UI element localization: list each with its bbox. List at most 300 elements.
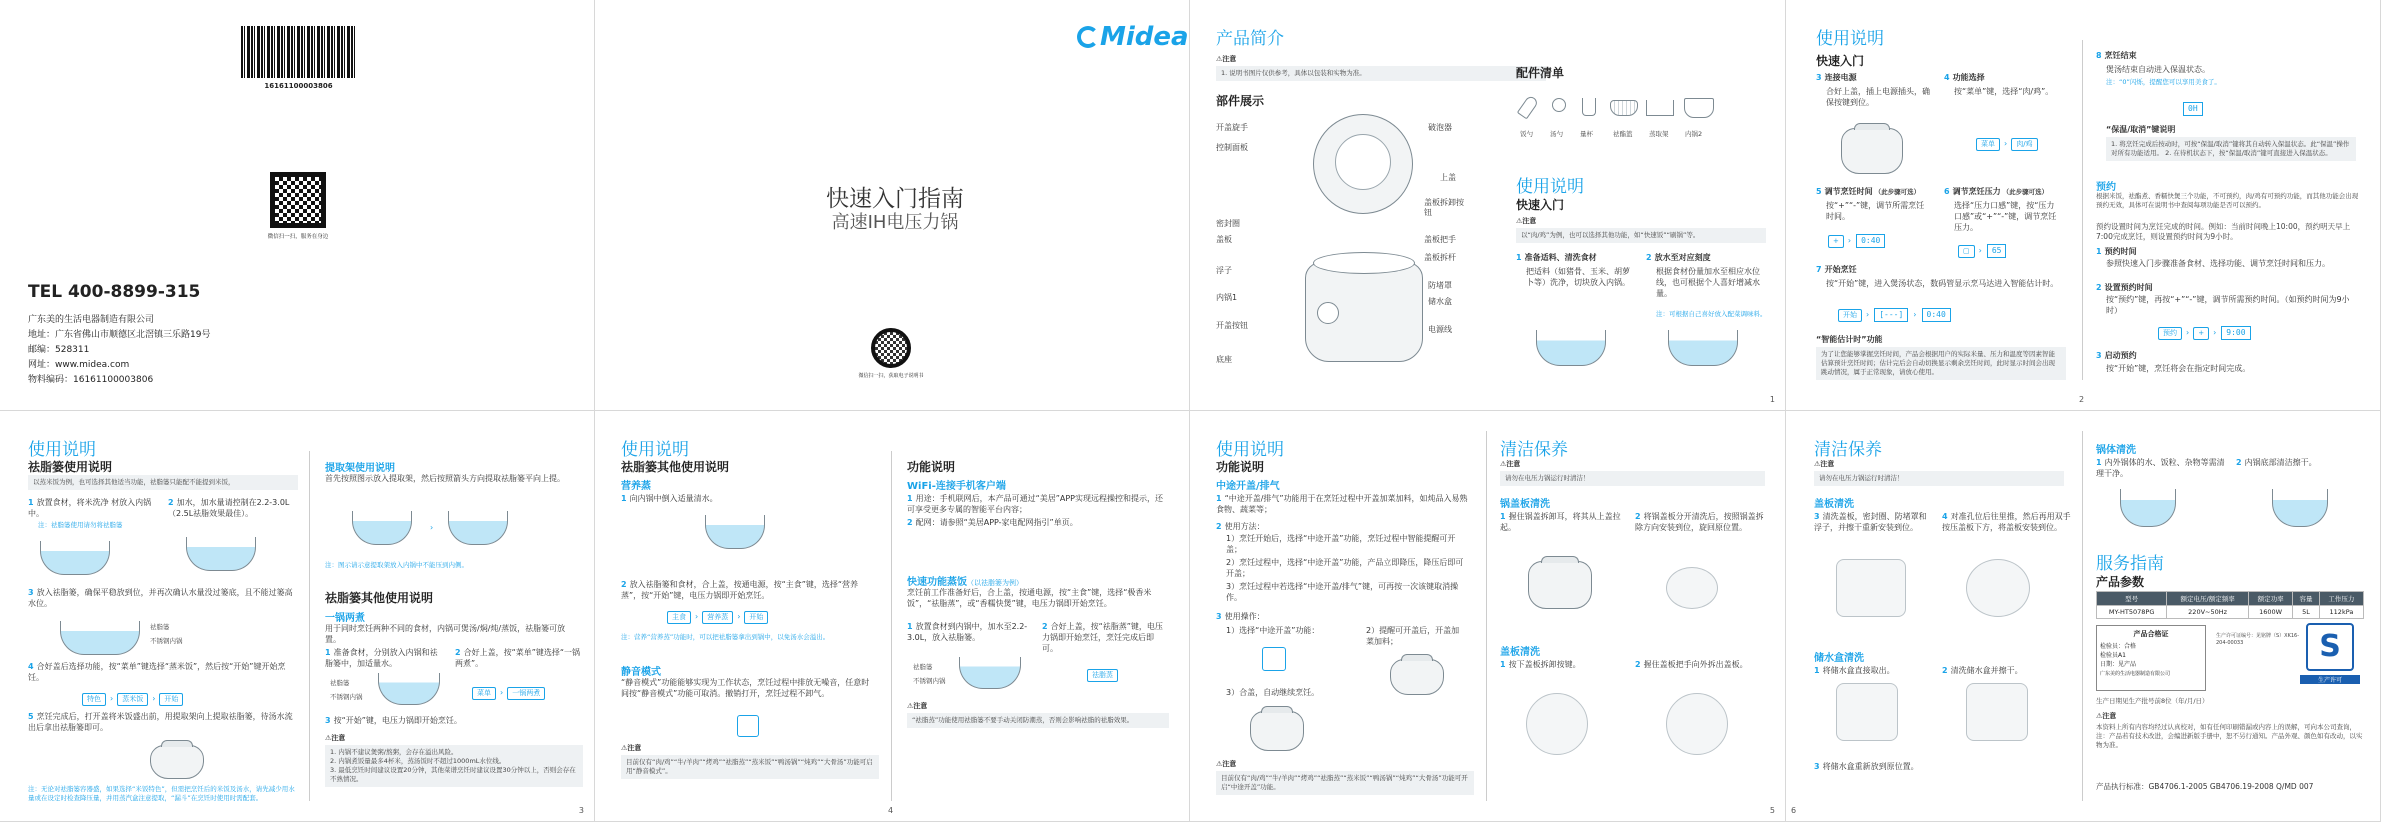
arrow-right-icon: › xyxy=(430,523,434,532)
step-4-title: 4 功能选择 xyxy=(1944,73,1985,82)
part-label-left: 浮子 xyxy=(1216,266,1232,275)
smart-timing-title: “智能估计时”功能 xyxy=(1816,335,1883,344)
one-pot-step-3: 3 按“开始”键，电压力锅即开始烹饪。 xyxy=(325,716,462,725)
page-number: 4 xyxy=(888,806,894,815)
page-number: 1 xyxy=(1769,395,1775,404)
arrow-right-icon: › xyxy=(110,694,114,703)
optional-tag: （此步骤可选） xyxy=(2002,188,2049,196)
cooker-lid-icon xyxy=(1335,134,1391,190)
quick-start-heading: 快速入门 xyxy=(1516,198,1565,212)
arrow-right-icon: › xyxy=(1978,246,1982,255)
rack-lift-icon xyxy=(448,511,508,545)
page-number: 6 xyxy=(1791,806,1797,815)
one-pot-step-1: 1 准备食材，分别放入内锅和祛脂篓中，加适量水。 xyxy=(325,648,438,668)
part-label-right: 防堵罩 xyxy=(1428,281,1452,290)
midea-logo xyxy=(1077,22,1189,52)
water-box-remove-icon xyxy=(1836,683,1898,741)
certificate-box xyxy=(2096,625,2206,691)
warning-icon: ⚠ xyxy=(621,744,628,752)
accessory-measuring-cup-icon xyxy=(1582,98,1596,116)
one-pot-heading: 一锅两煮 xyxy=(325,613,365,624)
step-1-text: 把适料（如猪骨、玉米、胡萝卜等）洗净，切块放入内锅。 xyxy=(1526,267,1630,287)
warning-icon: ⚠ xyxy=(1216,55,1223,63)
panel-product-intro xyxy=(1190,0,1786,411)
quiet-mode-button[interactable] xyxy=(737,715,759,737)
time-display: 0:40 xyxy=(1856,234,1885,248)
warn-box: 以“肉/鸡”为例，也可以选择其他功能，如“快速饭”“刷锅”等。 xyxy=(1516,228,1766,243)
steam-rice-button[interactable]: 蒸米饭 xyxy=(117,693,148,706)
step-5-title: 5 调节烹饪时间 （此步骤可选） xyxy=(1816,187,1921,196)
inner-pot-water-icon xyxy=(705,515,765,549)
arrow-right-icon: › xyxy=(500,688,504,697)
accessory-label: 量杯 xyxy=(1580,130,1593,138)
nutrition-hint: 注：营养“营养蒸”功能时，可以把祛脂篓拿出到锅中，以免汤水会溢出。 xyxy=(621,633,830,641)
clean-step-4: 2 握住盖板把手向外拆出盖板。 xyxy=(1635,660,1748,669)
arrow-right-icon: › xyxy=(2186,328,2190,337)
section-title-usage: 使用说明 xyxy=(1516,177,1584,197)
spec-table xyxy=(2096,591,2364,619)
midea-logo-text: Midea xyxy=(1100,22,1189,52)
accessory-lifting-rack-icon xyxy=(1646,100,1674,116)
start-button[interactable]: 开始 xyxy=(744,611,768,624)
part-label-right: 储水盒 xyxy=(1428,297,1452,306)
table-cell: 220V~50Hz xyxy=(2167,606,2249,619)
table-row xyxy=(2097,606,2364,619)
column-divider xyxy=(2082,40,2083,380)
accessory-label: 汤勺 xyxy=(1550,130,1563,138)
label-inner-pot: 不锈钢内锅 xyxy=(150,637,183,645)
accessories-heading: 配件清单 xyxy=(1516,66,1565,80)
note-box: “祛脂蒸”功能使用祛脂篓不要手动关闭防潮蒸，否则会影响祛脂的祛脂效果。 xyxy=(907,713,1169,728)
column-divider xyxy=(1486,431,1487,801)
vent-usage-title: 2 使用方法： xyxy=(1216,522,1265,531)
accessory-basket-icon xyxy=(1610,100,1638,116)
standards: 产品执行标准：GB4706.1-2005 GB4706.19-2008 Q/MD 007 xyxy=(2096,782,2314,791)
cooker-icon xyxy=(1250,711,1304,751)
step-6-display xyxy=(1956,244,2009,258)
pot-step-2: 2 内锅底部清洁擦干。 xyxy=(2236,458,2317,467)
water-box-heading: 储水盒清洗 xyxy=(1814,653,1864,664)
step-5-text: 按“+”“-”键，调节所需烹饪时间。 xyxy=(1826,201,1925,221)
vent-button[interactable] xyxy=(1262,647,1286,671)
basket-intro: 以蒸米饭为例，也可选择其他适当功能，祛脂篓只能配不能提到米饭， xyxy=(28,475,298,490)
warn-box: 目前仅有“肉/鸡”“牛/羊肉”“烤鸡”“祛脂蒸”“蒸米饭”“鸭汤锅”“炖鸡”“大骨汤”功能可开启“中途开盖”功能。 xyxy=(1216,771,1474,795)
label-inner-pot: 不锈钢内锅 xyxy=(330,693,363,701)
basket-step-5: 5 烹饪完成后，打开盖将米饭盛出前，用提取架向上提取祛脂篓，待汤水流出后拿出祛脂篓即可。 xyxy=(28,712,293,732)
step-7-display xyxy=(1836,308,1954,322)
warn-item: 1. 内锅不建议煲粥/熬粥，会存在溢出风险。 xyxy=(330,748,458,756)
arrow-right-icon: › xyxy=(737,612,741,621)
params-heading: 产品参数 xyxy=(2096,575,2145,589)
basket-in-pot-icon xyxy=(60,621,140,655)
nutrition-step-1: 1 向内锅中倒入适量清水。 xyxy=(621,494,718,503)
section-title-service: 服务指南 xyxy=(2096,554,2164,574)
warn-label: ⚠注意 xyxy=(2096,712,2117,720)
plus-minus-icon[interactable]: + xyxy=(1828,235,1844,248)
step-2-hint: 注：可根据自己喜好放入配菜调味料。 xyxy=(1656,310,1767,318)
start-button[interactable]: 开始 xyxy=(1838,309,1862,322)
panel-quick-start xyxy=(1786,0,2381,411)
basket-in-pot-icon xyxy=(378,673,440,705)
inner-pot-water-icon xyxy=(186,537,256,571)
quiet-mode-text: “静音模式”功能能够实现为工作状态，烹饪过程中排放无噪音，任意时间按“静音模式”功能可取消。撤销打开，烹饪过程不卸气。 xyxy=(621,678,870,698)
preset-time-display: 9:00 xyxy=(2221,326,2250,340)
one-pot-text: 用于同时烹饪两种不同的食材，内锅可煲汤/焖/炖/蒸饭，祛脂篓可放置。 xyxy=(325,624,566,644)
label-basket: 祛脂篓 xyxy=(150,623,170,631)
cert-item: 检验员A1 xyxy=(2100,652,2126,659)
wifi-text-2: 2 配网：请参照“美居APP-家电配网指引”单页。 xyxy=(907,518,1078,527)
part-label-left: 开盖按钮 xyxy=(1216,321,1248,330)
warn-item: 2. 内锅煮饭量最多4杯米，蒸汤饭时不超过1000mL水位线。 xyxy=(330,757,506,765)
meat-chicken-button[interactable]: 肉/鸡 xyxy=(2011,138,2037,151)
panel-cleaning-service xyxy=(1786,411,2381,822)
preset-display xyxy=(2156,326,2254,340)
section-title-usage: 使用说明 xyxy=(621,440,689,460)
faucet-wash-icon xyxy=(1966,683,2028,741)
step-2-text: 根据食材份量加水至相应水位线，也可根据个人喜好增减水量。 xyxy=(1656,267,1760,298)
arrow-right-icon: › xyxy=(152,694,156,703)
parts-heading: 部件展示 xyxy=(1216,94,1265,108)
note-label: ⚠注意 xyxy=(1216,55,1237,63)
wifi-text-1: 1 用途：手机联网后，本产品可通过“美居”APP实现远程操控和提示，还可享受更多专属的智能平台内容； xyxy=(907,494,1163,514)
fast-function-heading: 快速功能蒸饭（以祛脂篓为例） xyxy=(907,577,1023,588)
lid-install-icon xyxy=(1966,559,2030,617)
clean-step-3: 1 按下盖板拆卸按键。 xyxy=(1500,660,1581,669)
nutrition-buttons xyxy=(665,611,770,624)
license-number: 生产许可证编号：见铭牌（S）XK16-204-00033 xyxy=(2216,633,2300,646)
table-header: 额定电压/额定频率 xyxy=(2167,592,2249,606)
part-label-right: 盖板把手 xyxy=(1424,235,1456,244)
production-license-icon: S xyxy=(2306,623,2354,671)
water-step-2: 2 清洗储水盒并擦干。 xyxy=(1942,666,2023,675)
seal-cleaning-heading: 锅盖板清洗 xyxy=(1500,499,1550,510)
part-label-right: 破泡器 xyxy=(1428,123,1452,132)
keep-warm-title: “保温/取消”键说明 xyxy=(2106,125,2176,134)
warn-label: ⚠注意 xyxy=(1516,217,1537,225)
panel-functions xyxy=(595,411,1190,822)
accessory-label: 蒸取架 xyxy=(1649,130,1669,138)
inner-pot-icon xyxy=(1313,252,1415,274)
step-2-title: 2 放水至对应刻度 xyxy=(1646,253,1711,262)
warn-item: 3. 最低烹饪时间建议设置20分钟，其他菜谱烹饪时建议设置30分钟以上，否则会存在不熟情况。 xyxy=(330,766,576,783)
warning-icon: ⚠ xyxy=(1500,460,1507,468)
inner-pot-wash-icon xyxy=(2120,489,2176,527)
preset-heading: 预约 xyxy=(2096,182,2116,193)
section-title-product: 产品简介 xyxy=(1216,29,1284,49)
basket-step-4: 4 合好盖后选择功能，按“菜单”键选择“蒸米饭”，然后按“开始”键开始烹饪。 xyxy=(28,662,286,682)
nutrition-steam-button[interactable]: 营养蒸 xyxy=(702,611,733,624)
page-number: 5 xyxy=(1769,806,1775,815)
table-cell: 5L xyxy=(2293,606,2320,619)
estimating-display: [---] xyxy=(1874,308,1908,322)
pot-step-1: 1 内外锅体的水、饭粒、杂物等需清理干净。 xyxy=(2096,458,2225,478)
start-button[interactable]: 开始 xyxy=(159,693,183,706)
lid-cleaning-heading: 盖板清洗 xyxy=(1500,647,1540,658)
lid-panel-remove-icon xyxy=(1666,693,1728,755)
time-display: 0:40 xyxy=(1922,308,1951,322)
rack-usage-hint: 注：图示请示意提取架放入内锅中不能压到内侧。 xyxy=(325,561,468,569)
table-cell: MY-HT5078PG xyxy=(2097,606,2167,619)
quick-start-heading: 快速入门 xyxy=(1816,54,1865,68)
label-inner-pot: 不锈钢内锅 xyxy=(913,677,946,685)
fast-step-1: 1 放置食材到内锅中，加水至2.2-3.0L，放入祛脂篓。 xyxy=(907,622,1028,642)
inner-pot-icon xyxy=(40,541,110,575)
warning-icon: ⚠ xyxy=(2096,712,2103,720)
cert-title: 产品合格证 xyxy=(2133,630,2169,638)
preset-step-3-text: 按“开始”键，烹饪将会在指定时间完成。 xyxy=(2106,364,2251,373)
nutrition-heading: 营养蒸 xyxy=(621,481,651,492)
basket-step-1-hint: 注：祛脂篓使用请勿将祛脂篓 xyxy=(38,521,123,529)
control-panel-icon xyxy=(1317,302,1339,324)
cooker-lid-icon xyxy=(1528,561,1592,609)
warn-box: 目前仅有“肉/鸡”“牛/羊肉”“烤鸡”“祛脂蒸”“蒸米饭”“鸭汤锅”“炖鸡”“大骨汤”功能可启用“静音模式”。 xyxy=(621,755,879,779)
step-4-buttons xyxy=(1974,138,2040,151)
vent-usage-a: 1）烹饪开始后，选择“中途开盖”功能，烹饪过程中智能提醒可开盖； xyxy=(1226,534,1456,554)
label-basket: 祛脂篓 xyxy=(330,679,350,687)
qr-code-icon xyxy=(270,172,326,228)
panel-venting-cleaning xyxy=(1190,411,1786,822)
cooker-icon xyxy=(1841,128,1903,174)
one-pot-step-2: 2 合好上盖，按“菜单”键选择“一锅两煮”。 xyxy=(455,648,581,668)
preset-text: 根据米饭，祛酯煮、香糯快煲三个功能，不可预约，肉/鸡有可预约功能，而其他功能会出现预约无效，具体可在说明书中查阅每项功能是否可以预约。 xyxy=(2096,192,2359,209)
part-label-left: 密封圈 xyxy=(1216,219,1240,228)
preset-example: 预约设置时间为烹饪完成的时间。例如：当前时间晚上10:00，预约明天早上7:00完成烹饪，则设置预约时间为9小时。 xyxy=(2096,222,2351,241)
legal-text: 本资料上所有内容均经过认真校对，如有任何印刷错漏或内容上的误解，可向本公司查询，注：产品若有技术改进，会编进新版手册中，恕不另行通知。产品外观、颜色如有改动，以实物为准。 xyxy=(2096,723,2363,749)
step-1-title: 1 准备适料、清洗食材 xyxy=(1516,253,1597,262)
step-8-hint: 注：“0”闪烁，提醒您可以享用美食了。 xyxy=(2106,78,2221,86)
accessory-label: 内锅2 xyxy=(1685,130,1703,138)
fast-function-text: 烹饪前工作准备好后，合上盖，按通电源，按“主食”键，选择“极香米饭”，“祛脂蒸”，或“香糯快煲”键，电压力锅即开始烹饪。 xyxy=(907,588,1152,608)
preset-button[interactable]: 预约 xyxy=(2158,327,2182,340)
barcode-number: 16161100003806 xyxy=(264,82,333,90)
page-number: 2 xyxy=(2079,395,2085,404)
part-label-right: 电源线 xyxy=(1428,325,1452,334)
quiet-mode-heading: 静音模式 xyxy=(621,667,661,678)
wifi-heading: WiFi-连接手机客户端 xyxy=(907,481,1006,492)
part-label-left: 盖板 xyxy=(1216,235,1232,244)
clean-step-4: 4 对准孔位后往里推，然后再用双手按压盖板下方，将盖板安装到位。 xyxy=(1942,512,2071,532)
qr-caption: 微信扫一扫，服务在身边 xyxy=(267,234,329,240)
step-8-title: 8 烹饪结束 xyxy=(2096,51,2137,60)
panel-front-cover xyxy=(595,0,1190,411)
arrow-right-icon: › xyxy=(2004,139,2008,148)
warning-icon: ⚠ xyxy=(907,702,914,710)
clean-step-3: 3 清洗盖板，密封圈、防堵罩和浮子，并擦干重新安装到位。 xyxy=(1814,512,1927,532)
table-header: 工作压力 xyxy=(2319,592,2363,606)
warn-label: ⚠注意 xyxy=(1814,460,1835,468)
step-4-text: 按“菜单”键，选择“肉/鸡”。 xyxy=(1954,87,2054,96)
column-divider xyxy=(891,451,892,801)
part-label-right: 盖板拆杆 xyxy=(1424,253,1456,262)
accessory-label: 祛酯篮 xyxy=(1613,130,1633,138)
nutrition-step-2: 2 放入祛脂篓和食材，合上盖，按通电源，按“主食”键，选择“营养蒸”，按“开始”键，电压力锅即开始烹饪。 xyxy=(621,580,859,600)
function-heading: 功能说明 xyxy=(1216,460,1265,474)
faucet-wash-icon xyxy=(1836,559,1906,617)
cover-title: 快速入门指南 xyxy=(826,186,964,212)
warn-label: ⚠注意 xyxy=(621,744,642,752)
step-6-text: 选择“压力口感”键，按“压力口感”或“+”“-”键，调节烹饪压力。 xyxy=(1954,201,2057,232)
inner-pot-wipe-icon xyxy=(2272,489,2328,527)
preset-step-1-title: 1 预约时间 xyxy=(2096,247,2137,256)
warn-label: ⚠注意 xyxy=(1500,460,1521,468)
part-label-left: 控制面板 xyxy=(1216,143,1248,152)
cooker-open-icon xyxy=(1390,659,1444,695)
cert-item: 日期：见产品 xyxy=(2100,661,2137,668)
step-3-text: 合好上盖，插上电源插头，确保按键到位。 xyxy=(1826,87,1930,107)
table-header: 容量 xyxy=(2293,592,2320,606)
vent-usage-b: 2）烹饪过程中，选择“中途开盖”功能，产品立即降压，降压后即可开盖； xyxy=(1226,558,1464,578)
basket-step-1: 1 放置食材，将米洗净 材放入内锅中。 xyxy=(28,498,152,518)
part-label-right: 上盖 xyxy=(1440,173,1456,182)
step-7-title: 7 开始烹饪 xyxy=(1816,265,1857,274)
cooker-illustration xyxy=(1285,112,1435,372)
accessory-inner-pot-icon xyxy=(1684,98,1714,118)
basket-other-heading: 祛脂篓其他使用说明 xyxy=(325,591,434,605)
barcode xyxy=(241,26,356,78)
material-number: 物料编码：16161100003806 xyxy=(28,375,154,385)
keep-warm-display: 0H xyxy=(2183,102,2203,116)
preset-step-2-text: 按“预约”键，再按“+”“-”键，调节所需预约时间。（如预约时间为9小时） xyxy=(2106,295,2350,315)
basket-step-4-buttons xyxy=(80,693,185,706)
pot-cleaning-heading: 锅体清洗 xyxy=(2096,445,2136,456)
plus-minus-icon[interactable]: + xyxy=(2193,327,2209,340)
basket-step-5-hint: 注：无论对祛脂篓容器盛，如果选择“米饭特色”，但需把烹饪后的米饭及汤水，请先减少用水量或在设定时检查降压量，并用蒸汽盒注意提取，“漏斗”在烹饪时使用时需配套。 xyxy=(28,785,295,802)
section-title-usage: 使用说明 xyxy=(28,440,96,460)
cert-company: 广东美的生活电器制造有限公司 xyxy=(2100,671,2171,677)
lid-panel-icon xyxy=(1526,693,1588,755)
section-title-cleaning: 清洁保养 xyxy=(1500,440,1568,460)
service-tel: TEL 400-8899-315 xyxy=(28,282,201,302)
preset-step-1-text: 参照快速入门步骤准备食材、选择功能、调节烹饪时间和压力。 xyxy=(2106,259,2330,268)
pressure-display: 65 xyxy=(1987,244,2007,258)
inner-pot-water-icon xyxy=(1668,330,1738,366)
vent-op-title: 3 使用操作： xyxy=(1216,612,1265,621)
accessory-label: 饭勺 xyxy=(1520,130,1533,138)
lid-cleaning-heading: 盖板清洗 xyxy=(1814,499,1854,510)
one-pot-two-dishes-button[interactable]: 一锅两煮 xyxy=(507,687,545,700)
qr-code-icon xyxy=(871,328,911,368)
fat-removal-steam-button[interactable]: 祛脂蒸 xyxy=(1087,669,1118,682)
special-button[interactable]: 特色 xyxy=(82,693,106,706)
vent-op-b: 2）提醒可开盖后，开盖加菜加料； xyxy=(1366,626,1460,646)
basket-other-heading: 祛脂篓其他使用说明 xyxy=(621,460,730,474)
note-box: 1. 说明书图片仅供参考，具体以包装和实物为准。 xyxy=(1216,66,1546,81)
table-cell: 112kPa xyxy=(2319,606,2363,619)
accessory-soup-ladle-icon xyxy=(1552,98,1566,112)
basket-step-2: 2 加水，加水量请控制在2.2-3.0L（2.5L祛脂效果最佳）。 xyxy=(168,498,290,518)
fast-step-2: 2 合好上盖，按“祛脂蒸”键，电压力锅即开始烹饪，烹饪完成后即可。 xyxy=(1042,622,1163,653)
warning-icon: ⚠ xyxy=(325,734,332,742)
table-header: 额定功率 xyxy=(2249,592,2293,606)
optional-tag: （此步骤可选） xyxy=(1874,188,1921,196)
rack-usage-text: 首先按照图示放入提取架，然后按照箭头方向提取祛脂篓平向上提。 xyxy=(325,474,565,483)
company-address: 地址：广东省佛山市顺德区北滘镇三乐路19号 xyxy=(28,330,211,340)
one-pot-buttons xyxy=(470,687,547,700)
pressure-button[interactable]: ▢ xyxy=(1958,245,1975,258)
basket-in-pot-icon xyxy=(959,657,1021,689)
part-label-left: 底座 xyxy=(1216,355,1232,364)
arrow-right-icon: › xyxy=(695,612,699,621)
clean-step-2: 2 将锅盖板分开清洗后，按照锅盖拆除方向安装到位，旋回原位置。 xyxy=(1635,512,1764,532)
company-name: 广东美的生活电器制造有限公司 xyxy=(28,315,155,325)
part-label-left: 内锅1 xyxy=(1216,293,1238,302)
table-header: 型号 xyxy=(2097,592,2167,606)
postcode: 邮编：528311 xyxy=(28,345,90,355)
label-basket: 祛脂篓 xyxy=(913,663,933,671)
step-3-title: 3 连接电源 xyxy=(1816,73,1857,82)
water-step-1: 1 将储水盒直接取出。 xyxy=(1814,666,1895,675)
warn-label: ⚠注意 xyxy=(1216,760,1237,768)
warning-icon: ⚠ xyxy=(1516,217,1523,225)
page-number: 3 xyxy=(578,806,584,815)
section-title-cleaning: 清洁保养 xyxy=(1814,440,1882,460)
cooker-open-icon xyxy=(150,745,204,779)
vent-text-1: 1 “中途开盖/排气”功能用于在烹饪过程中开盖加菜加料，如炖品入易熟食物、蔬菜等； xyxy=(1216,494,1468,514)
clean-step-1: 1 握住锅盖拆卸耳，将其从上盖拉起。 xyxy=(1500,512,1621,532)
basket-step-3: 3 放入祛脂篓，确保平稳放到位，并再次确认水量没过篓底，且不能过篓高水位。 xyxy=(28,588,293,608)
step-5-display xyxy=(1826,234,1888,248)
accessory-rice-spoon-icon xyxy=(1517,95,1539,120)
vent-op-c: 3）合盖，自动继续烹饪。 xyxy=(1226,688,1320,697)
lid-cover-icon xyxy=(1666,567,1718,609)
vent-op-a: 1）选择“中途开盖”功能： xyxy=(1226,626,1320,635)
preset-step-2-title: 2 设置预约时间 xyxy=(2096,283,2153,292)
vent-heading: 中途开盖/排气 xyxy=(1216,481,1280,492)
menu-button[interactable]: 菜单 xyxy=(472,687,496,700)
rack-usage-heading: 提取架使用说明 xyxy=(325,463,395,474)
warning-icon: ⚠ xyxy=(1216,760,1223,768)
license-caption: 生产许可 xyxy=(2300,675,2360,684)
panel-basket-usage xyxy=(0,411,595,822)
step-6-title: 6 调节烹饪压力 （此步骤可选） xyxy=(1944,187,2049,196)
section-title-usage: 使用说明 xyxy=(1816,29,1884,49)
section-title-usage: 使用说明 xyxy=(1216,440,1284,460)
qr-caption: 微信扫一扫，获取电子说明书 xyxy=(858,373,924,379)
keep-warm-box: 1. 将烹饪完成后按动时，可按“保温/取消”键将其自动转入保温状态。此“保温”操作对所有功能适用。 2. 在待机状态下，按“保温/取消”键可直接进入保温状态。 xyxy=(2106,137,2356,161)
arrow-right-icon: › xyxy=(1847,236,1852,245)
column-divider xyxy=(309,451,310,801)
cert-item: 检验员：合格 xyxy=(2100,643,2137,650)
water-step-3: 3 将储水盒重新放到原位置。 xyxy=(1814,762,1919,771)
arrow-right-icon: › xyxy=(1913,310,1917,319)
part-label-right: 盖板拆卸按钮 xyxy=(1424,198,1464,217)
clean-warn-box: 请勿在电压力锅运行时清洁！ xyxy=(1500,471,1765,486)
production-date: 生产日期见生产批号前8位（年/月/日） xyxy=(2096,697,2209,705)
basket-section-heading: 祛脂篓使用说明 xyxy=(28,460,113,474)
menu-button[interactable]: 菜单 xyxy=(1976,138,2000,151)
panel-back-cover xyxy=(0,0,595,411)
column-divider xyxy=(2082,431,2083,801)
cover-subtitle: 高速IH电压力锅 xyxy=(831,212,959,233)
table-cell: 1600W xyxy=(2249,606,2293,619)
rack-insert-icon xyxy=(352,511,412,545)
staple-button[interactable]: 主食 xyxy=(667,611,691,624)
table-header-row xyxy=(2097,592,2364,606)
step-7-text: 按“开始”键，进入煲汤状态，数码管显示烹马达进入智能估计时。 xyxy=(1826,279,2059,288)
inner-pot-food-icon xyxy=(1536,330,1606,366)
midea-logo-icon xyxy=(1077,26,1099,48)
function-heading: 功能说明 xyxy=(907,460,956,474)
arrow-right-icon: › xyxy=(1866,310,1870,319)
part-label-left: 开盖旋手 xyxy=(1216,123,1248,132)
warning-icon: ⚠ xyxy=(1814,460,1821,468)
arrow-right-icon: › xyxy=(2213,328,2217,337)
step-8-text: 煲汤结束自动进入保温状态。 xyxy=(2106,65,2210,74)
smart-timing-box: 为了让您能够掌握烹饪时间，产品会根据用户的实际米量、压力和温度等因素智能估算预计烹饪时间；估计完后会自动切换显示剩余烹饪时间，此时显示时间会出现跳动情况，属于正常现象，请放心使用。 xyxy=(1816,347,2066,380)
warn-label: ⚠注意 xyxy=(325,734,346,742)
warn-box xyxy=(325,745,583,787)
clean-warn-box: 请勿在电压力锅运行时清洁！ xyxy=(1814,471,2064,486)
